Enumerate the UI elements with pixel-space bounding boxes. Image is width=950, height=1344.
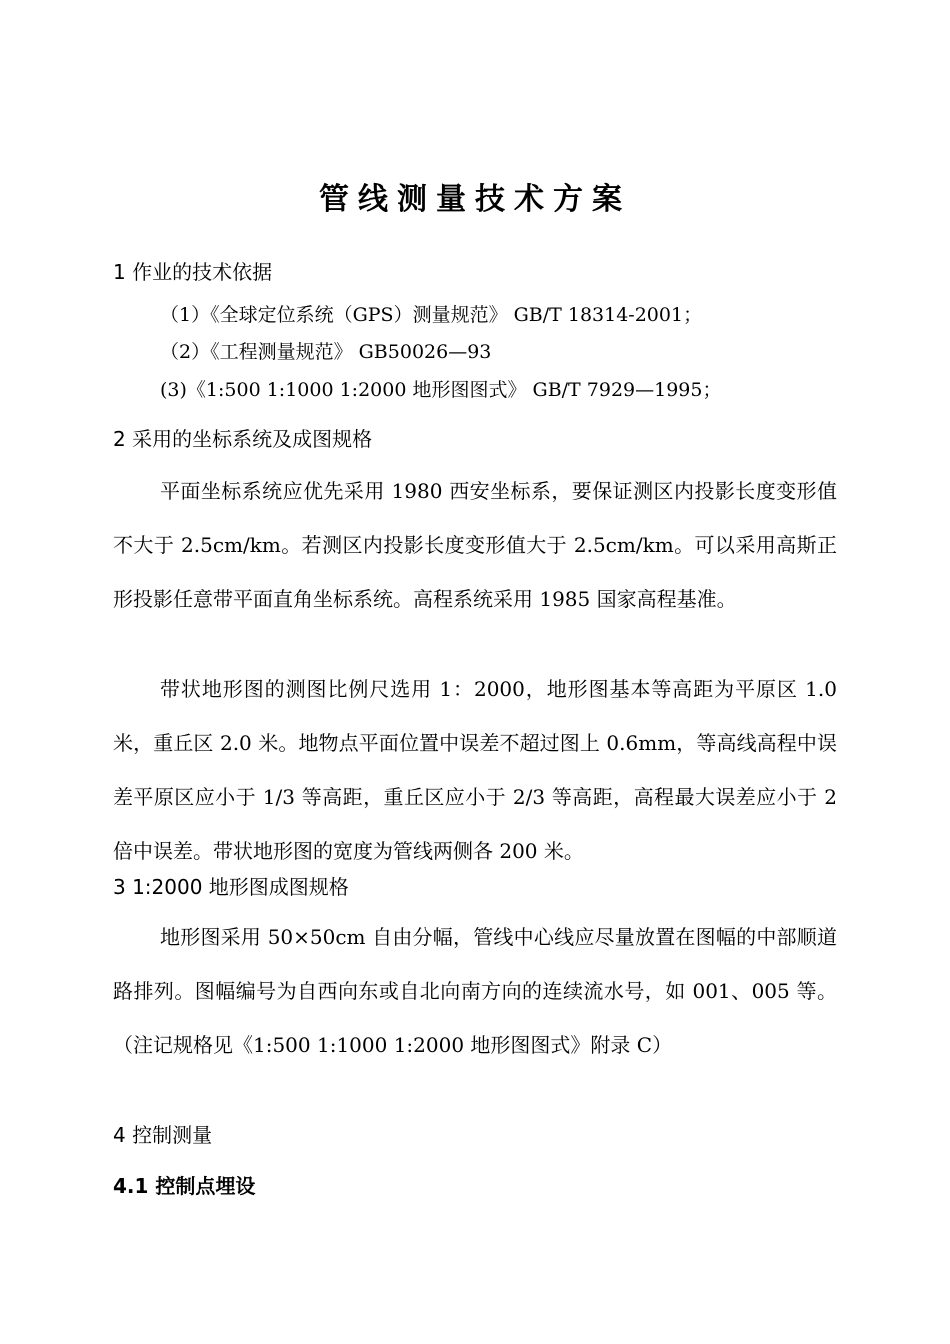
section-1-heading: 1 作业的技术依据 <box>113 260 273 284</box>
reference-item-1: （1）《全球定位系统（GPS）测量规范》 GB/T 18314-2001； <box>160 304 703 326</box>
section-2-paragraph-1: 平面坐标系统应优先采用 1980 西安坐标系，要保证测区内投影长度变形值不大于 2.5cm/km。若测区内投影长度变形值大于 2.5cm/km。可以采用高斯正形投影任意带平面直角坐标系统。高程系统采用 1985 国家高程基准。 <box>113 479 837 611</box>
section-2-paragraph-2: 带状地形图的测图比例尺选用 1：2000，地形图基本等高距为平原区 1.0 米，重丘区 2.0 米。地物点平面位置中误差不超过图上 0.6mm，等高线高程中误差平原区应小于 1/3 等高距，重丘区应小于 2/3 等高距，高程最大误差应小于 2 倍中误差。带状地形图的宽度为管线两侧各 200 米。 <box>113 677 837 863</box>
section-4-1-subheading: 4.1 控制点埋设 <box>113 1174 256 1198</box>
section-4-heading: 4 控制测量 <box>113 1123 213 1147</box>
reference-item-2: （2）《工程测量规范》 GB50026—93 <box>160 341 492 363</box>
section-2-heading: 2 采用的坐标系统及成图规格 <box>113 427 373 451</box>
section-3-paragraph-1: 地形图采用 50×50cm 自由分幅，管线中心线应尽量放置在图幅的中部顺道路排列。图幅编号为自西向东或自北向南方向的连续流水号，如 001、005 等。（注记规格见《1:500 1:1000 1:2000 地形图图式》附录 C） <box>113 925 837 1057</box>
document-title: 管线测量技术方案 <box>319 182 631 217</box>
reference-item-3: (3)《1:500 1:1000 1:2000 地形图图式》 GB/T 7929—1995； <box>160 379 722 401</box>
section-3-heading: 3 1:2000 地形图成图规格 <box>113 875 349 899</box>
